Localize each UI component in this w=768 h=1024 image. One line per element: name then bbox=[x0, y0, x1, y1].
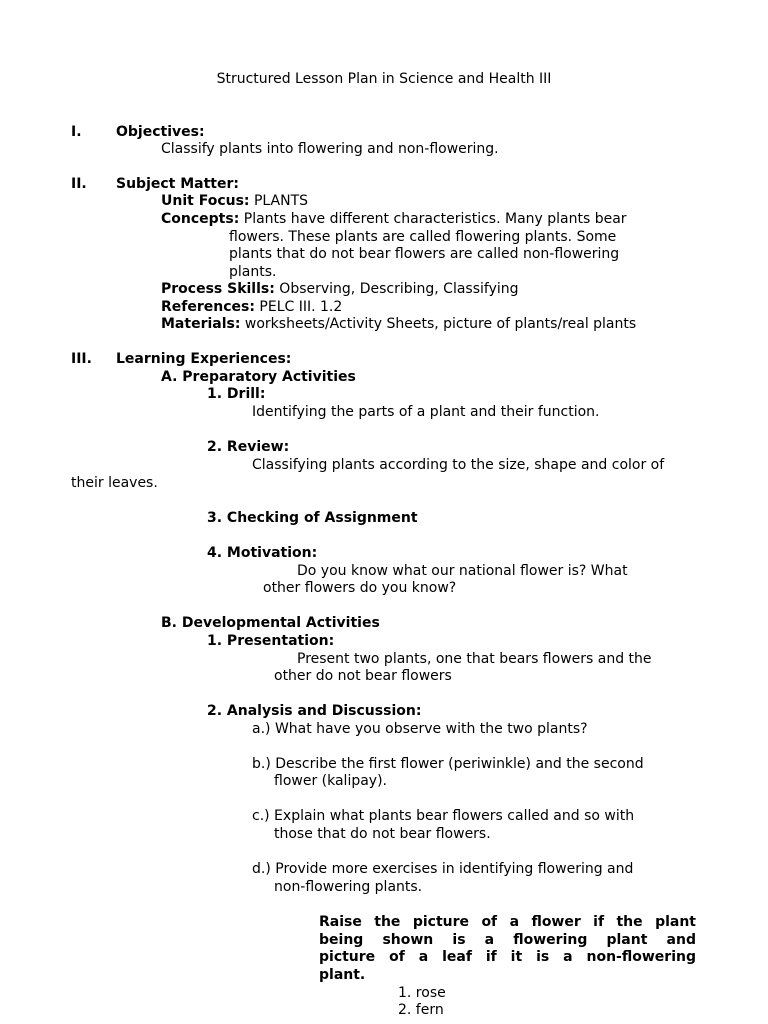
instruction-line-3: picture of a leaf if it is a non-flowering bbox=[319, 949, 696, 965]
objectives-text: Classify plants into flowering and non-flowering. bbox=[161, 141, 499, 157]
presentation-heading: 1. Presentation: bbox=[207, 633, 335, 649]
motivation-text-1: Do you know what our national flower is? What bbox=[297, 563, 628, 579]
analysis-item-c-1: c.) Explain what plants bear flowers called and so with bbox=[252, 808, 635, 824]
analysis-item-b-1: b.) Describe the first flower (periwinkle) and the second bbox=[252, 756, 644, 772]
materials-label: Materials: bbox=[161, 316, 241, 332]
concepts-label: Concepts: bbox=[161, 211, 240, 227]
motivation-text-2: other flowers do you know? bbox=[263, 580, 457, 596]
instruction-line-4: plant. bbox=[319, 967, 366, 983]
concepts-text-1: Plants have different characteristics. Many plants bear bbox=[243, 211, 627, 227]
process-skills-label: Process Skills: bbox=[161, 281, 275, 297]
materials-line bbox=[161, 316, 636, 333]
concepts-text-3: plants that do not bear flowers are called non-flowering bbox=[229, 246, 620, 262]
references-line bbox=[161, 299, 342, 316]
concepts-text-4: plants. bbox=[229, 264, 277, 280]
presentation-text-2: other do not bear flowers bbox=[274, 668, 452, 684]
developmental-heading: B. Developmental Activities bbox=[161, 615, 380, 631]
process-skills-line bbox=[161, 281, 519, 298]
review-text-1: Classifying plants according to the size, shape and color of bbox=[252, 457, 665, 473]
motivation-heading: 4. Motivation: bbox=[207, 545, 318, 561]
unit-focus-label: Unit Focus: bbox=[161, 193, 250, 209]
objectives-heading: Objectives: bbox=[116, 124, 205, 140]
subject-matter-heading: Subject Matter: bbox=[116, 176, 239, 192]
section-numeral-iii: III. bbox=[71, 351, 92, 367]
concepts-line-1 bbox=[161, 211, 627, 228]
concepts-text-2: flowers. These plants are called flowering plants. Some bbox=[229, 229, 617, 245]
analysis-item-d-1: d.) Provide more exercises in identifying flowering and bbox=[252, 861, 634, 877]
review-text-2: their leaves. bbox=[71, 475, 158, 491]
unit-focus-value: PLANTS bbox=[253, 193, 309, 209]
unit-focus-line bbox=[161, 193, 308, 210]
preparatory-heading: A. Preparatory Activities bbox=[161, 369, 356, 385]
instruction-line-2: being shown is a flowering plant and bbox=[319, 932, 696, 948]
checking-heading: 3. Checking of Assignment bbox=[207, 510, 418, 526]
document-title: Structured Lesson Plan in Science and Health III bbox=[216, 71, 552, 87]
drill-heading: 1. Drill: bbox=[207, 386, 266, 402]
presentation-text-1: Present two plants, one that bears flowers and the bbox=[297, 651, 652, 667]
analysis-heading: 2. Analysis and Discussion: bbox=[207, 703, 422, 719]
analysis-item-d-2: non-flowering plants. bbox=[274, 879, 423, 895]
list-item: 1. rose bbox=[398, 985, 446, 1001]
instruction-line-1: Raise the picture of a flower if the plant bbox=[319, 914, 696, 930]
section-numeral-ii: II. bbox=[71, 176, 87, 192]
process-skills-value: Observing, Describing, Classifying bbox=[279, 281, 519, 297]
analysis-item-b-2: flower (kalipay). bbox=[274, 773, 387, 789]
analysis-item-a: a.) What have you observe with the two plants? bbox=[252, 721, 588, 737]
section-numeral-i: I. bbox=[71, 124, 82, 140]
references-label: References: bbox=[161, 299, 255, 315]
review-heading: 2. Review: bbox=[207, 439, 290, 455]
analysis-item-c-2: those that do not bear flowers. bbox=[274, 826, 491, 842]
list-item: 2. fern bbox=[398, 1002, 444, 1018]
learning-experiences-heading: Learning Experiences: bbox=[116, 351, 292, 367]
drill-text: Identifying the parts of a plant and their function. bbox=[252, 404, 600, 420]
references-value: PELC III. 1.2 bbox=[259, 299, 343, 315]
materials-value: worksheets/Activity Sheets, picture of plants/real plants bbox=[244, 316, 637, 332]
